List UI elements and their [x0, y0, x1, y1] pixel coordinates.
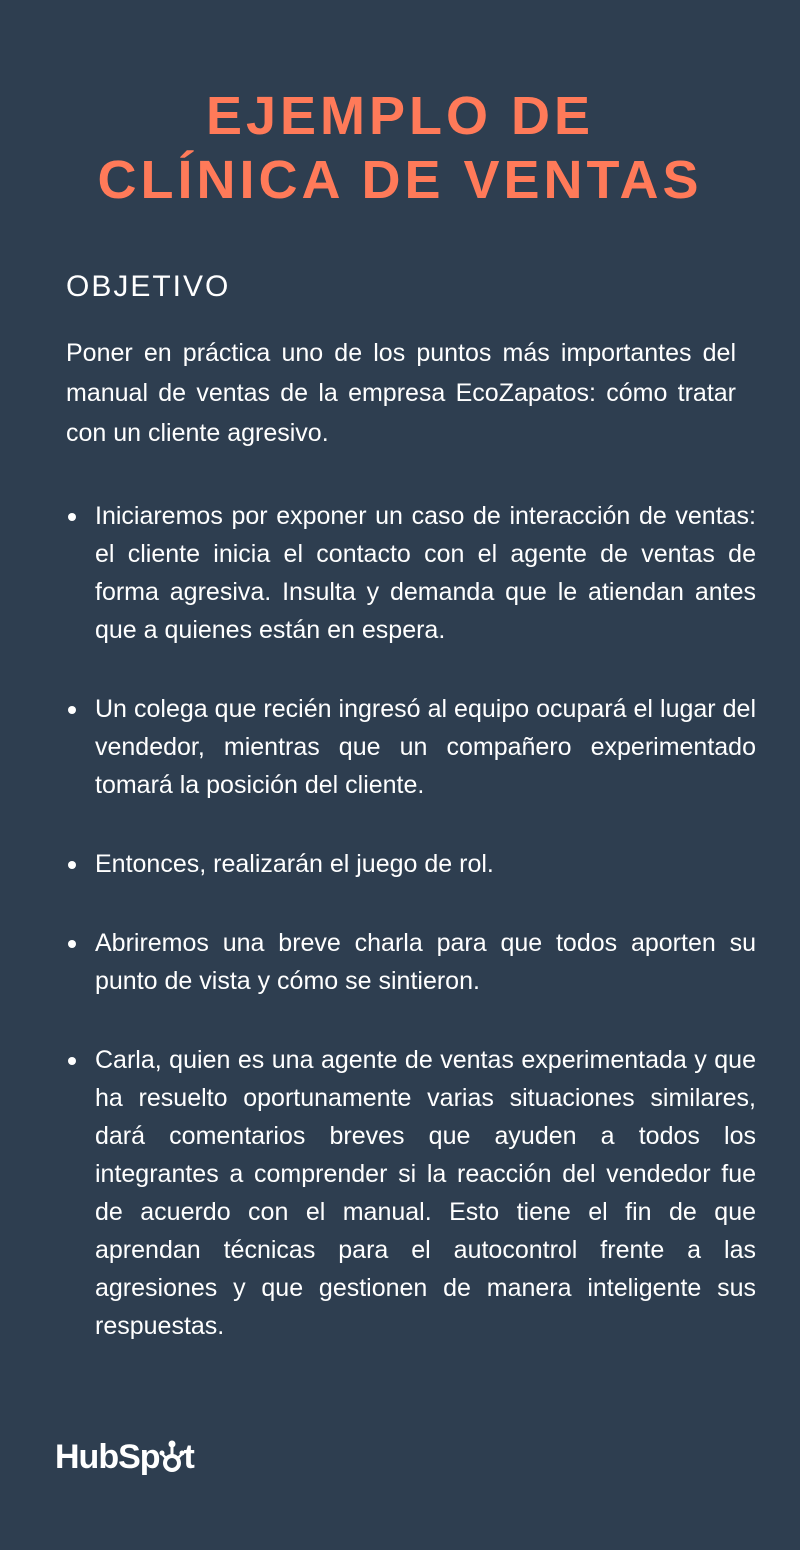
page-title — [0, 84, 800, 212]
list-item-text: Carla, quien es una agente de ventas experimentada y que ha resuelto oportunamente varias situaciones similares, dará comentarios breves que ayuden a todos los integrantes a comprender si la reacción del vendedor fue de acuerdo con el manual. Esto tiene el fin de que aprendan técnicas para el autocontrol frente a las agresiones y que gestionen de manera inteligente sus respuestas. — [95, 1046, 756, 1340]
list-item — [66, 924, 756, 1000]
list-item-text: Un colega que recién ingresó al equipo ocupará el lugar del vendedor, mientras que un compañero experimentado tomará la posición del cliente. — [95, 695, 756, 799]
logo-text: t — [183, 1437, 194, 1476]
hubspot-logo — [55, 1437, 194, 1477]
bullet-icon — [68, 1057, 76, 1065]
list-item — [66, 690, 756, 804]
bullet-icon — [68, 513, 76, 521]
list-item — [66, 1041, 756, 1345]
bullet-list — [66, 497, 756, 1386]
title-line-2: CLÍNICA DE VENTAS — [97, 150, 703, 210]
list-item-text: Entonces, realizarán el juego de rol. — [95, 850, 494, 878]
list-item — [66, 845, 756, 883]
bullet-icon — [68, 706, 76, 714]
bullet-icon — [68, 940, 76, 948]
list-item-text: Iniciaremos por exponer un caso de interacción de ventas: el cliente inicia el contacto con el agente de ventas de forma agresiva. Insulta y demanda que le atiendan antes que a quienes están en espera. — [95, 502, 756, 644]
section-heading: OBJETIVO — [66, 270, 231, 303]
sprocket-icon — [159, 1439, 185, 1475]
intro-paragraph: Poner en práctica uno de los puntos más importantes del manual de ventas de la empresa EcoZapatos: cómo tratar con un cliente agresivo. — [66, 339, 736, 447]
title-line-1: EJEMPLO DE — [205, 86, 595, 146]
logo-text: HubSp — [55, 1437, 160, 1476]
bullet-icon — [68, 861, 76, 869]
list-item-text: Abriremos una breve charla para que todos aporten su punto de vista y cómo se sintieron. — [95, 929, 756, 995]
list-item — [66, 497, 756, 649]
